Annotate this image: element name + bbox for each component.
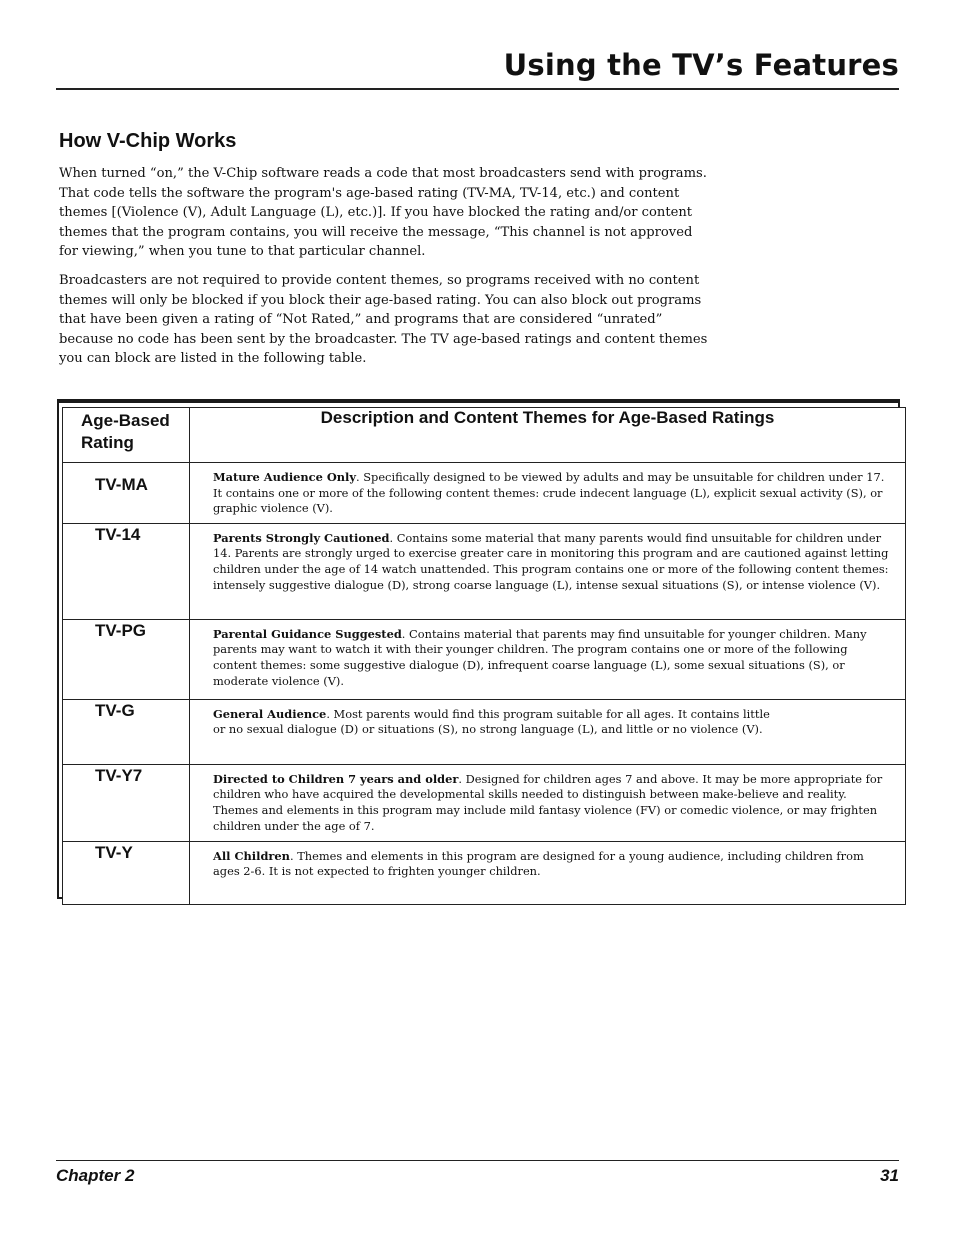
- rating-description: [190, 463, 906, 524]
- rating-text: . Most parents would find this program suitable for all ages. It contains little or no sexual dialogue (D) or situations (S), no strong language (L), and little or no violence (V).: [213, 706, 770, 737]
- rating-label: TV-PG: [63, 619, 190, 699]
- table-row: [63, 699, 906, 764]
- rating-description: [190, 619, 906, 699]
- table-row: [63, 523, 906, 619]
- rating-label: TV-Y7: [63, 764, 190, 841]
- rating-text: . Specifically designed to be viewed by adults and may be unsuitable for children under 17. It contains one or more of the following content themes: crude indecent language (L), explicit sexual activity (S), or graphic violence (V).: [213, 470, 885, 516]
- rating-label: TV-MA: [63, 463, 190, 524]
- rating-text: . Contains material that parents may find unsuitable for younger children. Many parents may want to watch it with their younger children. The program contains one or more of the following content themes: some suggestive dialogue (D), infrequent coarse language (L), some sexual situations (S), or moderate violence (V).: [213, 626, 867, 688]
- description-column-header: Description and Content Themes for Age-Based Ratings: [190, 408, 906, 463]
- rating-description: [190, 699, 906, 764]
- ratings-table: [62, 407, 906, 905]
- rating-description: [190, 523, 906, 619]
- rating-text: . Designed for children ages 7 and above. It may be more appropriate for children who have acquired the developmental skills needed to distinguish between make-believe and reality. Themes and elements in this program may include mild fantasy violence (FV) or comedic violence, or may frighten children under the age of 7.: [213, 771, 883, 833]
- rating-title: General Audience: [213, 706, 327, 721]
- rating-title: Mature Audience Only: [213, 470, 356, 484]
- rating-label: TV-14: [63, 523, 190, 619]
- rating-title: All Children: [213, 848, 290, 863]
- page-header: [56, 44, 899, 90]
- rating-text: . Themes and elements in this program are designed for a young audience, including children from ages 2-6. It is not expected to frighten younger children.: [213, 848, 864, 879]
- table-header-row: [63, 408, 906, 463]
- footer-chapter: Chapter 2: [56, 1166, 135, 1185]
- ratings-table-frame: [57, 399, 906, 908]
- rating-description: [190, 841, 906, 904]
- rating-text: . Contains some material that many parents would find unsuitable for children under 14. Parents are strongly urged to exercise greater care in monitoring this program and are cautioned against letting children under the age of 14 watch unattended. This program contains one or more of the following content themes: intensely suggestive dialogue (D), strong coarse language (L), intense sexual situations (S), or intense violence (V).: [213, 530, 889, 592]
- rating-label: TV-Y: [63, 841, 190, 904]
- page-number: 31: [880, 1166, 899, 1185]
- rating-description: [190, 764, 906, 841]
- section-heading: How V-Chip Works: [59, 130, 237, 152]
- rating-title: Parents Strongly Cautioned: [213, 530, 390, 545]
- page-title: Using the TV’s Features: [503, 48, 899, 82]
- intro-paragraph: When turned “on,” the V-Chip software reads a code that most broadcasters send with programs. That code tells the software the program's age-based rating (TV-MA, TV-14, etc.) and content themes [(Violence (V), Adult Language (L), etc.)]. If you have blocked the rating and/or content themes that the program contains, you will receive the message, “This channel is not approved for viewing,” when you tune to that particular channel.: [59, 166, 707, 260]
- table-row: [63, 619, 906, 699]
- rating-title: Directed to Children 7 years and older: [213, 771, 459, 786]
- table-row: [63, 764, 906, 841]
- table-row: [63, 841, 906, 904]
- table-row: [63, 463, 906, 524]
- page-footer: [56, 1160, 899, 1191]
- rating-label: TV-G: [63, 699, 190, 764]
- rating-column-header: Age-Based Rating: [63, 408, 190, 463]
- broadcasters-paragraph: Broadcasters are not required to provide content themes, so programs received with no content themes will only be blocked if you block their age-based rating. You can also block out programs that have been given a rating of “Not Rated,” and programs that are considered “unrated” because no code has been sent by the broadcaster. The TV age-based ratings and content themes you can block are listed in the following table.: [59, 273, 708, 367]
- rating-title: Parental Guidance Suggested: [213, 626, 402, 641]
